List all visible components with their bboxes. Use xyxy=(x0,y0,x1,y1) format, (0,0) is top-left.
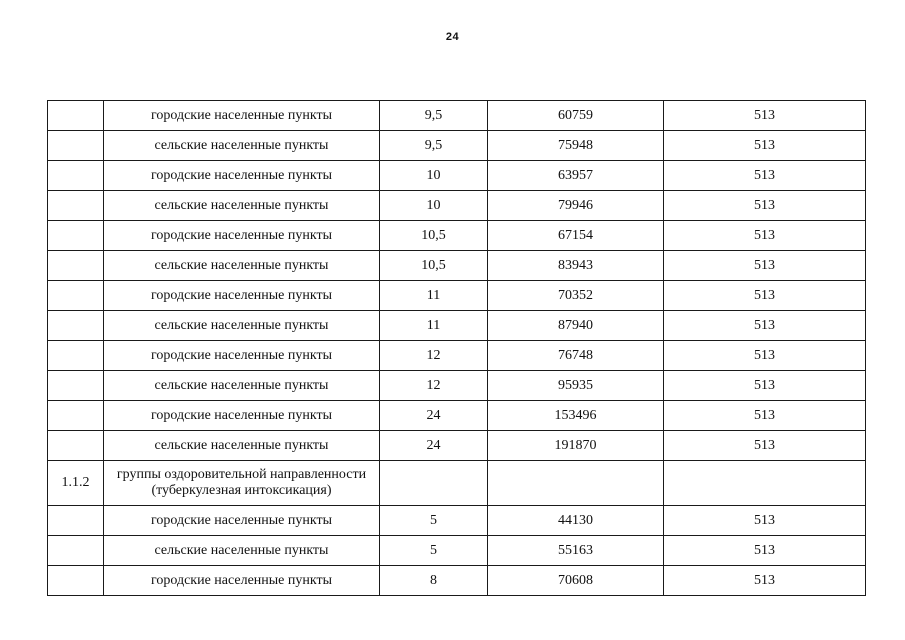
row-name-cell: сельские населенные пункты xyxy=(104,431,380,461)
row-value-2-cell: 60759 xyxy=(488,101,664,131)
row-value-2-cell: 95935 xyxy=(488,371,664,401)
row-code-cell: 1.1.2 xyxy=(48,461,104,506)
row-value-3-cell: 513 xyxy=(664,221,866,251)
row-name-cell: городские населенные пункты xyxy=(104,221,380,251)
row-value-1-cell: 24 xyxy=(380,431,488,461)
table-row xyxy=(48,221,866,251)
row-value-3-cell: 513 xyxy=(664,371,866,401)
row-code-cell xyxy=(48,101,104,131)
tariff-table xyxy=(47,100,866,596)
row-value-3-cell: 513 xyxy=(664,341,866,371)
row-value-1-cell: 10 xyxy=(380,161,488,191)
row-value-2-cell: 87940 xyxy=(488,311,664,341)
row-value-1-cell: 10,5 xyxy=(380,251,488,281)
row-value-3-cell: 513 xyxy=(664,566,866,596)
row-code-cell xyxy=(48,131,104,161)
row-value-3-cell: 513 xyxy=(664,161,866,191)
row-value-2-cell: 153496 xyxy=(488,401,664,431)
row-name-cell: группы оздоровительной направленности (туберкулезная интоксикация) xyxy=(104,461,380,506)
row-value-2-cell: 44130 xyxy=(488,506,664,536)
row-name-cell: городские населенные пункты xyxy=(104,506,380,536)
row-code-cell xyxy=(48,191,104,221)
row-value-3-cell: 513 xyxy=(664,431,866,461)
row-name-cell: городские населенные пункты xyxy=(104,341,380,371)
row-value-3-cell xyxy=(664,461,866,506)
row-value-1-cell: 9,5 xyxy=(380,101,488,131)
table-row xyxy=(48,431,866,461)
row-value-3-cell: 513 xyxy=(664,506,866,536)
table-row xyxy=(48,161,866,191)
row-code-cell xyxy=(48,536,104,566)
row-value-3-cell: 513 xyxy=(664,191,866,221)
row-value-1-cell: 11 xyxy=(380,311,488,341)
row-code-cell xyxy=(48,401,104,431)
table-row xyxy=(48,536,866,566)
table-row xyxy=(48,101,866,131)
row-value-2-cell: 67154 xyxy=(488,221,664,251)
row-value-1-cell: 8 xyxy=(380,566,488,596)
row-name-cell: городские населенные пункты xyxy=(104,101,380,131)
row-name-cell: городские населенные пункты xyxy=(104,401,380,431)
row-value-2-cell: 70608 xyxy=(488,566,664,596)
table-row xyxy=(48,341,866,371)
table-row xyxy=(48,311,866,341)
row-name-cell: городские населенные пункты xyxy=(104,161,380,191)
row-value-1-cell: 5 xyxy=(380,536,488,566)
row-value-3-cell: 513 xyxy=(664,131,866,161)
row-code-cell xyxy=(48,506,104,536)
row-value-2-cell xyxy=(488,461,664,506)
row-value-3-cell: 513 xyxy=(664,311,866,341)
table-row xyxy=(48,506,866,536)
row-value-2-cell: 191870 xyxy=(488,431,664,461)
row-value-3-cell: 513 xyxy=(664,401,866,431)
row-name-cell: городские населенные пункты xyxy=(104,281,380,311)
row-value-2-cell: 76748 xyxy=(488,341,664,371)
page-number: 24 xyxy=(445,31,460,43)
row-value-1-cell: 12 xyxy=(380,341,488,371)
row-value-3-cell: 513 xyxy=(664,281,866,311)
row-code-cell xyxy=(48,311,104,341)
row-value-3-cell: 513 xyxy=(664,536,866,566)
row-code-cell xyxy=(48,431,104,461)
row-value-1-cell: 9,5 xyxy=(380,131,488,161)
row-code-cell xyxy=(48,281,104,311)
row-name-cell: сельские населенные пункты xyxy=(104,191,380,221)
row-name-cell: сельские населенные пункты xyxy=(104,536,380,566)
row-value-1-cell xyxy=(380,461,488,506)
table-row xyxy=(48,401,866,431)
row-code-cell xyxy=(48,341,104,371)
row-value-2-cell: 83943 xyxy=(488,251,664,281)
row-name-cell: сельские населенные пункты xyxy=(104,371,380,401)
table-row xyxy=(48,251,866,281)
row-value-2-cell: 79946 xyxy=(488,191,664,221)
section-row xyxy=(48,461,866,506)
row-value-1-cell: 5 xyxy=(380,506,488,536)
row-code-cell xyxy=(48,221,104,251)
table-row xyxy=(48,371,866,401)
row-value-1-cell: 10 xyxy=(380,191,488,221)
row-value-1-cell: 10,5 xyxy=(380,221,488,251)
row-code-cell xyxy=(48,251,104,281)
row-name-cell: сельские населенные пункты xyxy=(104,131,380,161)
row-value-2-cell: 63957 xyxy=(488,161,664,191)
table-row xyxy=(48,191,866,221)
table-row xyxy=(48,566,866,596)
row-value-1-cell: 24 xyxy=(380,401,488,431)
table-body xyxy=(48,101,866,596)
row-name-cell: сельские населенные пункты xyxy=(104,251,380,281)
row-code-cell xyxy=(48,371,104,401)
row-value-2-cell: 70352 xyxy=(488,281,664,311)
row-value-2-cell: 75948 xyxy=(488,131,664,161)
row-value-1-cell: 12 xyxy=(380,371,488,401)
row-value-1-cell: 11 xyxy=(380,281,488,311)
row-value-3-cell: 513 xyxy=(664,251,866,281)
table-row xyxy=(48,131,866,161)
row-value-2-cell: 55163 xyxy=(488,536,664,566)
row-value-3-cell: 513 xyxy=(664,101,866,131)
row-name-cell: сельские населенные пункты xyxy=(104,311,380,341)
row-name-cell: городские населенные пункты xyxy=(104,566,380,596)
table-row xyxy=(48,281,866,311)
row-code-cell xyxy=(48,161,104,191)
row-code-cell xyxy=(48,566,104,596)
